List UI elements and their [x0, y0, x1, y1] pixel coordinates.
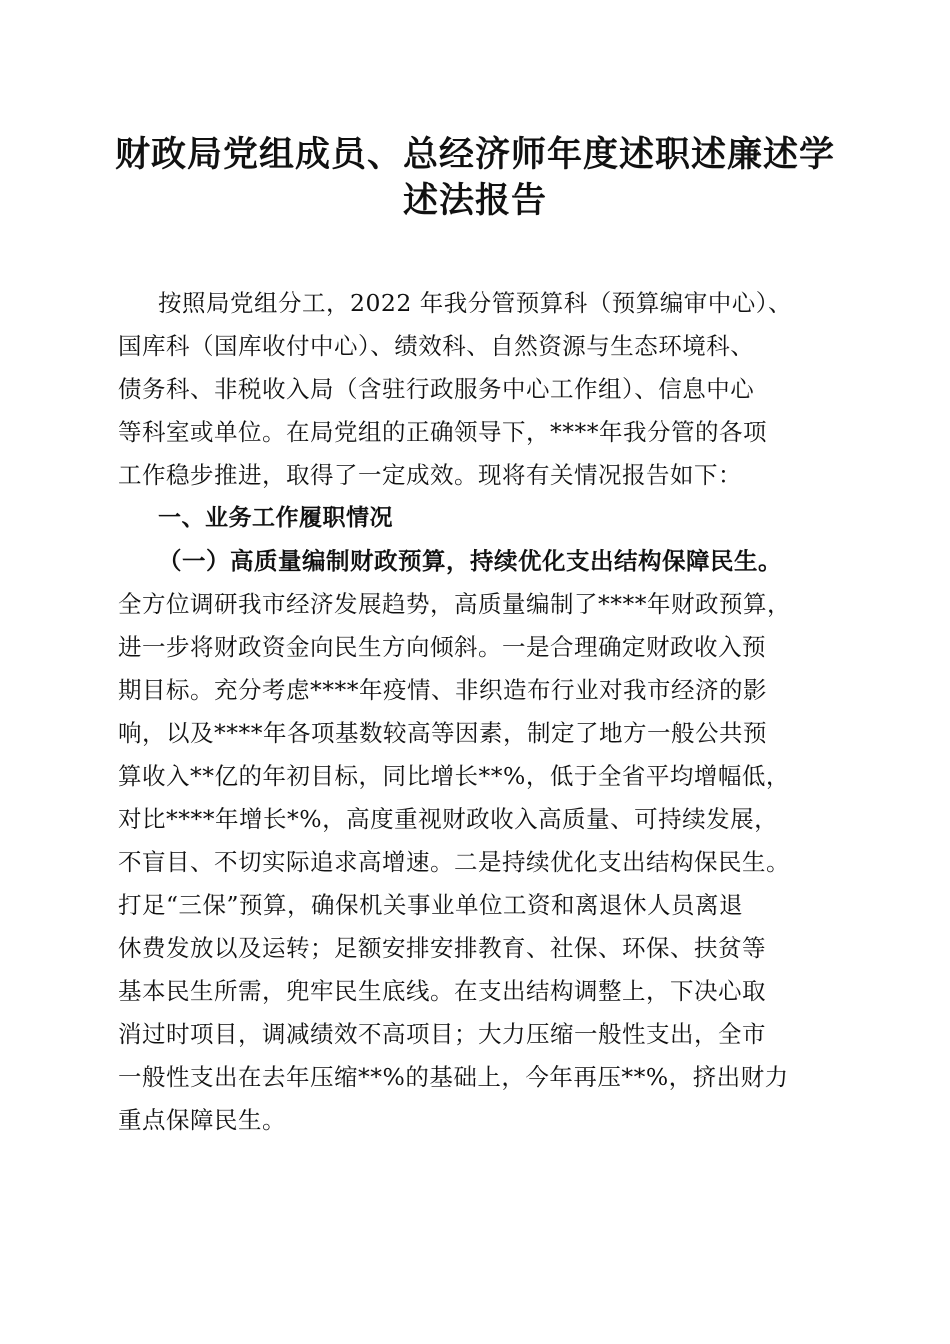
text-line: 债务科、非税收入局（含驻行政服务中心工作组）、信息中心	[118, 375, 755, 403]
text-line: 进一步将财政资金向民生方向倾斜。一是合理确定财政收入预	[118, 633, 766, 661]
text-line: 算收入**亿的年初目标，同比增长**%，低于全省平均增幅低，	[118, 762, 790, 790]
text-line: 等科室或单位。在局党组的正确领导下，****年我分管的各项	[118, 418, 767, 446]
text-line: 一般性支出在去年压缩**%的基础上，今年再压**%，挤出财力	[118, 1063, 789, 1091]
document-body	[118, 282, 848, 1142]
section-heading: 一、业务工作履职情况	[158, 505, 393, 531]
title-line-1: 财政局党组成员、总经济师年度述职述廉述学	[114, 135, 835, 175]
text-line: 国库科（国库收付中心）、绩效科、自然资源与生态环境科、	[118, 332, 755, 360]
text-line: 重点保障民生。	[118, 1106, 286, 1134]
text-line: 响，以及****年各项基数较高等因素，制定了地方一般公共预	[118, 719, 767, 747]
text-line: 基本民生所需，兜牢民生底线。在支出结构调整上，下决心取	[118, 977, 766, 1005]
intro-paragraph	[118, 282, 848, 497]
text-line: 消过时项目，调减绩效不高项目；大力压缩一般性支出，全市	[118, 1020, 766, 1048]
text-line: 全方位调研我市经济发展趋势，高质量编制了****年财政预算，	[118, 590, 791, 618]
text-line: 工作稳步推进，取得了一定成效。现将有关情况报告如下：	[118, 461, 742, 489]
document-title	[80, 132, 870, 224]
text-line: 期目标。充分考虑****年疫情、非织造布行业对我市经济的影	[118, 676, 767, 704]
text-line: 对比****年增长*%，高度重视财政收入高质量、可持续发展，	[118, 805, 779, 833]
subsection-paragraph	[118, 583, 848, 1142]
text-line: 打足“三保”预算，确保机关事业单位工资和离退休人员离退	[118, 891, 744, 919]
text-line: 休费发放以及运转；足额安排安排教育、社保、环保、扶贫等	[118, 934, 766, 962]
text-line: 按照局党组分工，2022 年我分管预算科（预算编审中心）、	[158, 289, 793, 317]
text-line: 不盲目、不切实际追求高增速。二是持续优化支出结构保民生。	[118, 848, 790, 876]
subsection-heading: （一）高质量编制财政预算，持续优化支出结构保障民生。	[158, 547, 782, 575]
title-line-2: 述法报告	[402, 181, 547, 221]
